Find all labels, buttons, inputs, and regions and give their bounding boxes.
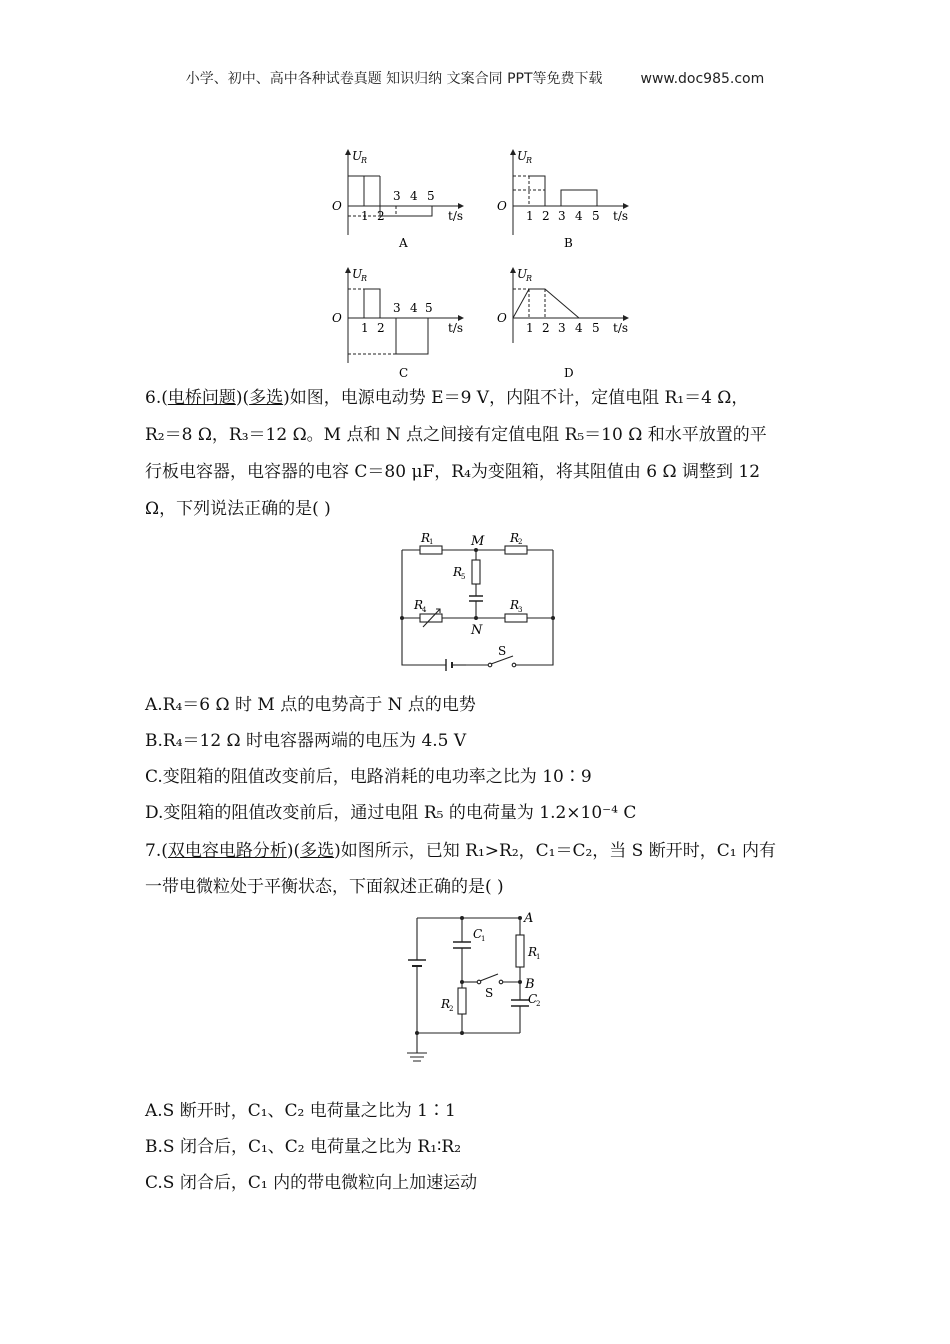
svg-text:4: 4 (575, 321, 583, 335)
q6-multi: 多选 (249, 388, 284, 408)
q6-stem-line3: 行板电容器，电容器的电容 C＝80 μF，R₄为变阻箱，将其阻值由 6 Ω 调整到 12 (145, 462, 761, 482)
svg-text:4: 4 (575, 209, 583, 223)
svg-text:2: 2 (536, 1000, 541, 1008)
q6-label-m: M (471, 534, 485, 549)
q7-label-r1: R (528, 945, 538, 959)
svg-text:5: 5 (425, 301, 433, 315)
svg-text:2: 2 (449, 1005, 454, 1013)
q6-tag: 电桥问题 (167, 388, 236, 408)
svg-text:3: 3 (558, 209, 566, 223)
svg-text:4: 4 (422, 606, 427, 614)
svg-text:3: 3 (518, 606, 523, 614)
q6-option-d: D.变阻箱的阻值改变前后，通过电阻 R₅ 的电荷量为 1.2×10⁻⁴ C (145, 803, 637, 823)
header-text: 小学、初中、高中各种试卷真题 知识归纳 文案合同 PPT等免费下载 (185, 71, 603, 87)
graph-c-caption: C (399, 366, 409, 380)
q7-label-a: A (524, 911, 534, 926)
q7-stem-line1: 7.(双电容电路分析)(多选)如图所示，已知 R₁>R₂，C₁＝C₂，当 S 断开时，C₁ 内有 (145, 841, 776, 861)
q7-stem-line2: 一带电微粒处于平衡状态，下面叙述正确的是( ) (145, 877, 504, 897)
q7-tag: 双电容电路分析 (167, 841, 287, 861)
header-site: www.doc985.com (640, 71, 765, 87)
svg-text:O: O (332, 311, 342, 325)
q6-label-r1: R (421, 531, 431, 545)
svg-text:3: 3 (393, 301, 401, 315)
q6-stem-line4: Ω，下列说法正确的是( ) (145, 499, 331, 519)
q7-multi: 多选 (300, 841, 335, 861)
graph-b-line (529, 176, 545, 206)
svg-text:U: U (517, 267, 528, 281)
svg-text:1: 1 (481, 935, 486, 943)
svg-text:O: O (497, 311, 507, 325)
ur-t-graphs (328, 140, 629, 380)
svg-text:U: U (352, 267, 363, 281)
q7-option-a: A.S 断开时，C₁、C₂ 电荷量之比为 1∶1 (145, 1101, 456, 1121)
graph-d-caption: D (564, 366, 574, 380)
svg-text:4: 4 (410, 301, 418, 315)
graph-a-origin: O (332, 199, 342, 213)
q7-label-c1: C (473, 927, 483, 941)
svg-text:3: 3 (558, 321, 566, 335)
svg-text:R: R (526, 274, 533, 283)
graph-c (332, 267, 463, 380)
q6-label-n: N (471, 623, 483, 638)
graph-a-ylabel: U (352, 149, 363, 163)
svg-text:1: 1 (536, 953, 541, 961)
svg-text:R: R (361, 274, 368, 283)
svg-text:2: 2 (377, 209, 385, 223)
svg-text:5: 5 (592, 209, 600, 223)
q6-stem-line1: 6.(电桥问题)(多选)如图，电源电动势 E＝9 V，内阻不计，定值电阻 R₁＝4 Ω， (145, 388, 749, 408)
svg-text:3: 3 (393, 189, 401, 203)
graph-b (497, 149, 628, 250)
svg-text:1: 1 (429, 538, 434, 546)
svg-text:1: 1 (526, 321, 534, 335)
q6-label-r4: R (414, 598, 424, 612)
svg-text:1: 1 (361, 209, 369, 223)
svg-text:2: 2 (377, 321, 385, 335)
q6-label-s: S (498, 644, 507, 658)
svg-text:t/s: t/s (613, 321, 629, 335)
svg-text:R: R (361, 156, 368, 165)
q7-label-b: B (525, 977, 535, 992)
q6-option-b: B.R₄＝12 Ω 时电容器两端的电压为 4.5 V (145, 731, 467, 751)
q6-label-r2: R (510, 531, 520, 545)
svg-text:5: 5 (461, 573, 466, 581)
svg-text:1: 1 (526, 209, 534, 223)
svg-text:1: 1 (361, 321, 369, 335)
svg-text:5: 5 (592, 321, 600, 335)
q7-option-b: B.S 闭合后，C₁、C₂ 电荷量之比为 R₁∶R₂ (145, 1137, 462, 1157)
svg-text:2: 2 (518, 538, 523, 546)
svg-text:U: U (517, 149, 528, 163)
q6-stem-line2: R₂＝8 Ω，R₃＝12 Ω。M 点和 N 点之间接有定值电阻 R₅＝10 Ω 和水平放置的平 (145, 425, 767, 445)
q7-circuit (395, 908, 555, 1068)
q7-label-r2: R (441, 997, 451, 1011)
q6-option-c: C.变阻箱的阻值改变前后，电路消耗的电功率之比为 10∶9 (145, 767, 592, 787)
q7-option-c: C.S 闭合后，C₁ 内的带电微粒向上加速运动 (145, 1173, 478, 1193)
svg-text:t/s: t/s (613, 209, 629, 223)
svg-text:O: O (497, 199, 507, 213)
graph-a (332, 149, 463, 250)
q6-label-r5: R (453, 565, 463, 579)
svg-text:t/s: t/s (448, 321, 464, 335)
graph-d (497, 267, 628, 380)
q7-label-c2: C (528, 992, 538, 1006)
q7-label-s: S (485, 986, 494, 1000)
graph-a-xlabel: t/s (448, 209, 464, 223)
graph-a-caption: A (399, 236, 408, 250)
svg-text:4: 4 (410, 189, 418, 203)
graph-b-caption: B (564, 236, 573, 250)
graph-c-line (364, 289, 380, 318)
graph-d-line (513, 289, 579, 318)
svg-text:2: 2 (542, 321, 550, 335)
q6-option-a: A.R₄＝6 Ω 时 M 点的电势高于 N 点的电势 (145, 695, 476, 715)
svg-text:R: R (526, 156, 533, 165)
svg-text:2: 2 (542, 209, 550, 223)
svg-text:5: 5 (427, 189, 435, 203)
q6-label-r3: R (510, 598, 520, 612)
q6-circuit (390, 530, 565, 672)
page-header (0, 68, 950, 88)
